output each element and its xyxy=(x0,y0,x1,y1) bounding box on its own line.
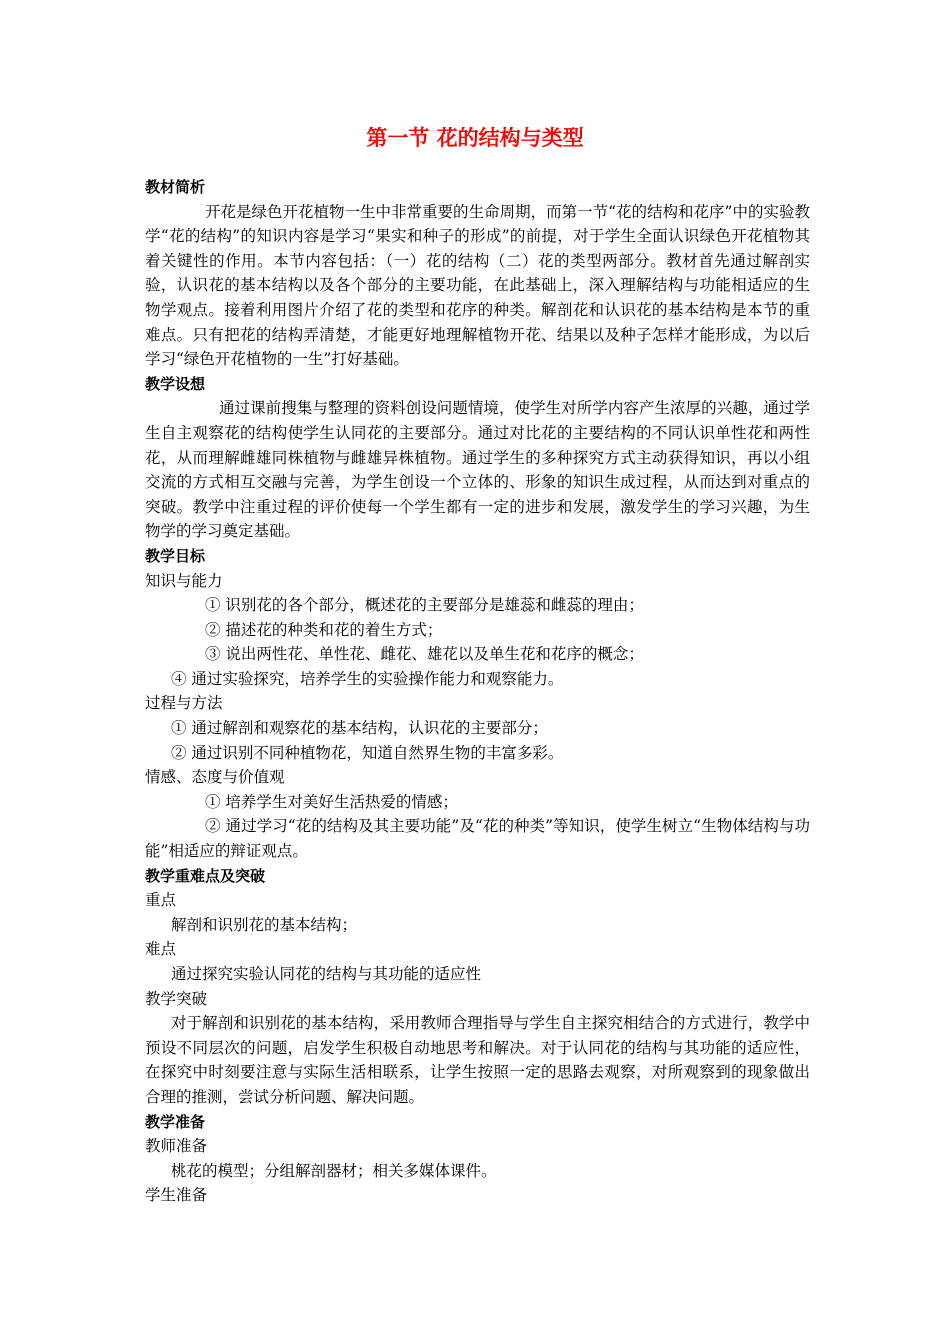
section-heading-preparation: 教学准备 xyxy=(145,1112,206,1131)
document-body xyxy=(145,175,810,1208)
difficult-label: 难点 xyxy=(145,940,177,959)
key-label: 重点 xyxy=(145,891,177,910)
document-title: 第一节 花的结构与类型 xyxy=(366,126,584,150)
breakthrough-label: 教学突破 xyxy=(145,989,208,1008)
knowledge-item: ② 描述花的种类和花的着生方式； xyxy=(205,620,443,639)
process-item: ② 通过识别不同种植物花，知道自然界生物的丰富多彩。 xyxy=(171,743,564,762)
overview-paragraph: 开花是绿色开花植物一生中非常重要的生命周期，而第一节“花的结构和花序”中的实验教学“花的结构”的知识内容是学习“果实和种子的形成”的前提，对于学生全面认识绿色开花植物其着关键性的作用。本节内容包括：（一）花的结构（二）花的类型两部分。教材首先通过解剖实验，认识花的基本结构以及各个部分的主要功能，在此基础上，深入理解结构与功能相适应的生物学观点。接着利用图片介绍了花的类型和花序的种类。解剖花和认识花的基本结构是本节的重难点。只有把花的结构弄清楚，才能更好地理解植物开花、结果以及种子怎样才能形成，为以后学习“绿色开花植物的一生”打好基础。 xyxy=(145,202,810,369)
section-heading-overview: 教材简析 xyxy=(145,178,206,196)
breakthrough-paragraph: 对于解剖和识别花的基本结构，采用教师合理指导与学生自主探究相结合的方式进行，教学中预设不同层次的问题，启发学生积极自动地思考和解决。对于认同花的结构与其功能的适应性，在探究中时刻要注意与实际生活相联系，让学生按照一定的思路去观察，对所观察到的现象做出合理的推测，尝试分析问题、解决问题。 xyxy=(145,1014,810,1106)
knowledge-label: 知识与能力 xyxy=(145,571,223,590)
process-label: 过程与方法 xyxy=(145,694,223,713)
emotion-item: ① 培养学生对美好生活热爱的情感； xyxy=(205,792,458,811)
emotion-label: 情感、态度与价值观 xyxy=(145,768,285,787)
knowledge-item: ④ 通过实验探究，培养学生的实验操作能力和观察能力。 xyxy=(171,669,564,688)
key-text: 解剖和识别花的基本结构； xyxy=(171,915,358,934)
emotion-item: ② 通过学习“花的结构及其主要功能”及“花的种类”等知识，使学生树立“生物体结构与功能”相适应的辩证观点。 xyxy=(145,817,810,861)
section-heading-key-points: 教学重难点及突破 xyxy=(145,866,266,885)
difficult-text: 通过探究实验认同花的结构与其功能的适应性 xyxy=(171,965,482,983)
student-prep-label: 学生准备 xyxy=(145,1186,208,1205)
knowledge-item: ① 识别花的各个部分，概述花的主要部分是雄蕊和雌蕊的理由； xyxy=(205,596,644,615)
section-heading-goals: 教学目标 xyxy=(145,546,206,565)
teacher-prep-text: 桃花的模型；分组解剖器材；相关多媒体课件。 xyxy=(171,1161,497,1180)
process-item: ① 通过解剖和观察花的基本结构，认识花的主要部分； xyxy=(171,719,548,738)
section-heading-idea: 教学设想 xyxy=(145,374,206,393)
teacher-prep-label: 教师准备 xyxy=(145,1137,208,1156)
idea-paragraph: 通过课前搜集与整理的资料创设问题情境，使学生对所学内容产生浓厚的兴趣，通过学生自主观察花的结构使学生认同花的主要部分。通过对比花的主要结构的不同认识单性花和两性花，从而理解雌雄同株植物与雌雄异株植物。通过学生的多种探究方式主动获得知识，再以小组交流的方式相互交融与完善，为学生创设一个立体的、形象的知识生成过程，从而达到对重点的突破。教学中注重过程的评价使每一个学生都有一定的进步和发展，激发学生的学习兴趣，为生物学的学习奠定基础。 xyxy=(145,399,810,541)
knowledge-item: ③ 说出两性花、单性花、雌花、雄花以及单生花和花序的概念； xyxy=(205,645,644,664)
